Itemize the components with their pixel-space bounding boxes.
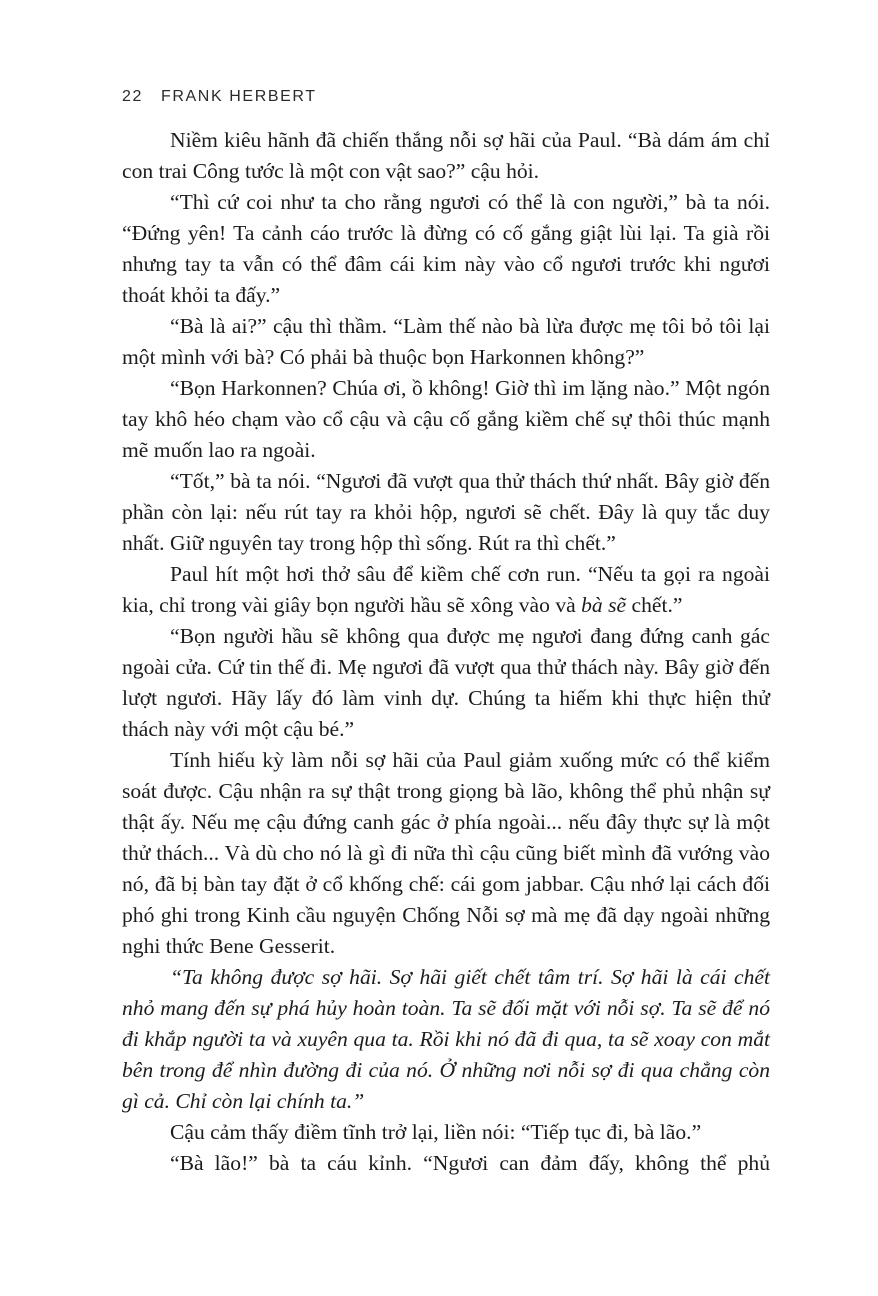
paragraph: “Bọn Harkonnen? Chúa ơi, ồ không! Giờ thì im lặng nào.” Một ngón tay khô héo chạm vào cổ cậu và cậu cố gắng kiềm chế sự thôi thúc mạnh mẽ muốn lao ra ngoài. [122,376,770,462]
paragraph: “Bà lão!” bà ta cáu kỉnh. “Ngươi can đảm đấy, không thể phủ [170,1151,770,1175]
paragraph-text: Paul hít một hơi thở sâu để kiềm chế cơn run. “Nếu ta gọi ra ngoài kia, chỉ trong vài giây bọn người hầu sẽ xông vào và [122,562,770,617]
paragraph [122,559,770,621]
running-head [122,88,317,106]
body-text [122,125,770,1179]
paragraph: Niềm kiêu hãnh đã chiến thắng nỗi sợ hãi của Paul. “Bà dám ám chỉ con trai Công tước là một con vật sao?” cậu hỏi. [122,128,770,183]
paragraph: “Bọn người hầu sẽ không qua được mẹ ngươi đang đứng canh gác ngoài cửa. Cứ tin thế đi. Mẹ ngươi đã vượt qua thử thách này. Bây giờ đến lượt ngươi. Hãy lấy đó làm vinh dự. Chúng ta hiếm khi thực hiện thử thách này với một cậu bé.” [122,624,770,741]
emphasis-text: bà sẽ [581,593,627,617]
author-name: FRANK HERBERT [161,88,317,105]
paragraph: Cậu cảm thấy điềm tĩnh trở lại, liền nói: “Tiếp tục đi, bà lão.” [170,1120,702,1144]
litany-paragraph: “Ta không được sợ hãi. Sợ hãi giết chết tâm trí. Sợ hãi là cái chết nhỏ mang đến sự phá hủy hoàn toàn. Ta sẽ đối mặt với nỗi sợ. Ta sẽ để nó đi khắp người ta và xuyên qua ta. Rồi khi nó đã đi qua, ta sẽ xoay con mắt bên trong để nhìn đường đi của nó. Ở những nơi nỗi sợ đi qua chẳng còn gì cả. Chỉ còn lại chính ta.” [122,965,770,1113]
paragraph: “Thì cứ coi như ta cho rằng ngươi có thể là con người,” bà ta nói. “Đứng yên! Ta cảnh cáo trước là đừng có cố gắng giật lùi lại. Ta già rồi nhưng tay ta vẫn có thể đâm cái kim này vào cổ ngươi trước khi ngươi thoát khỏi ta đấy.” [122,190,770,307]
paragraph: Tính hiếu kỳ làm nỗi sợ hãi của Paul giảm xuống mức có thể kiểm soát được. Cậu nhận ra sự thật trong giọng bà lão, không thể phủ nhận sự thật ấy. Nếu mẹ cậu đứng canh gác ở phía ngoài... nếu đây thực sự là một thử thách... Và dù cho nó là gì đi nữa thì cậu cũng biết mình đã vướng vào nó, đã bị bàn tay đặt ở cổ khống chế: cái gom jabbar. Cậu nhớ lại cách đối phó ghi trong Kinh cầu nguyện Chống Nỗi sợ mà mẹ đã dạy ngoài những nghi thức Bene Gesserit. [122,748,770,958]
paragraph: “Tốt,” bà ta nói. “Ngươi đã vượt qua thử thách thứ nhất. Bây giờ đến phần còn lại: nếu rút tay ra khỏi hộp, ngươi sẽ chết. Đây là quy tắc duy nhất. Giữ nguyên tay trong hộp thì sống. Rút ra thì chết.” [122,469,770,555]
page-number: 22 [122,88,143,105]
paragraph: “Bà là ai?” cậu thì thầm. “Làm thế nào bà lừa được mẹ tôi bỏ tôi lại một mình với bà? Có phải bà thuộc bọn Harkonnen không?” [122,314,770,369]
paragraph-text: chết.” [626,593,683,617]
